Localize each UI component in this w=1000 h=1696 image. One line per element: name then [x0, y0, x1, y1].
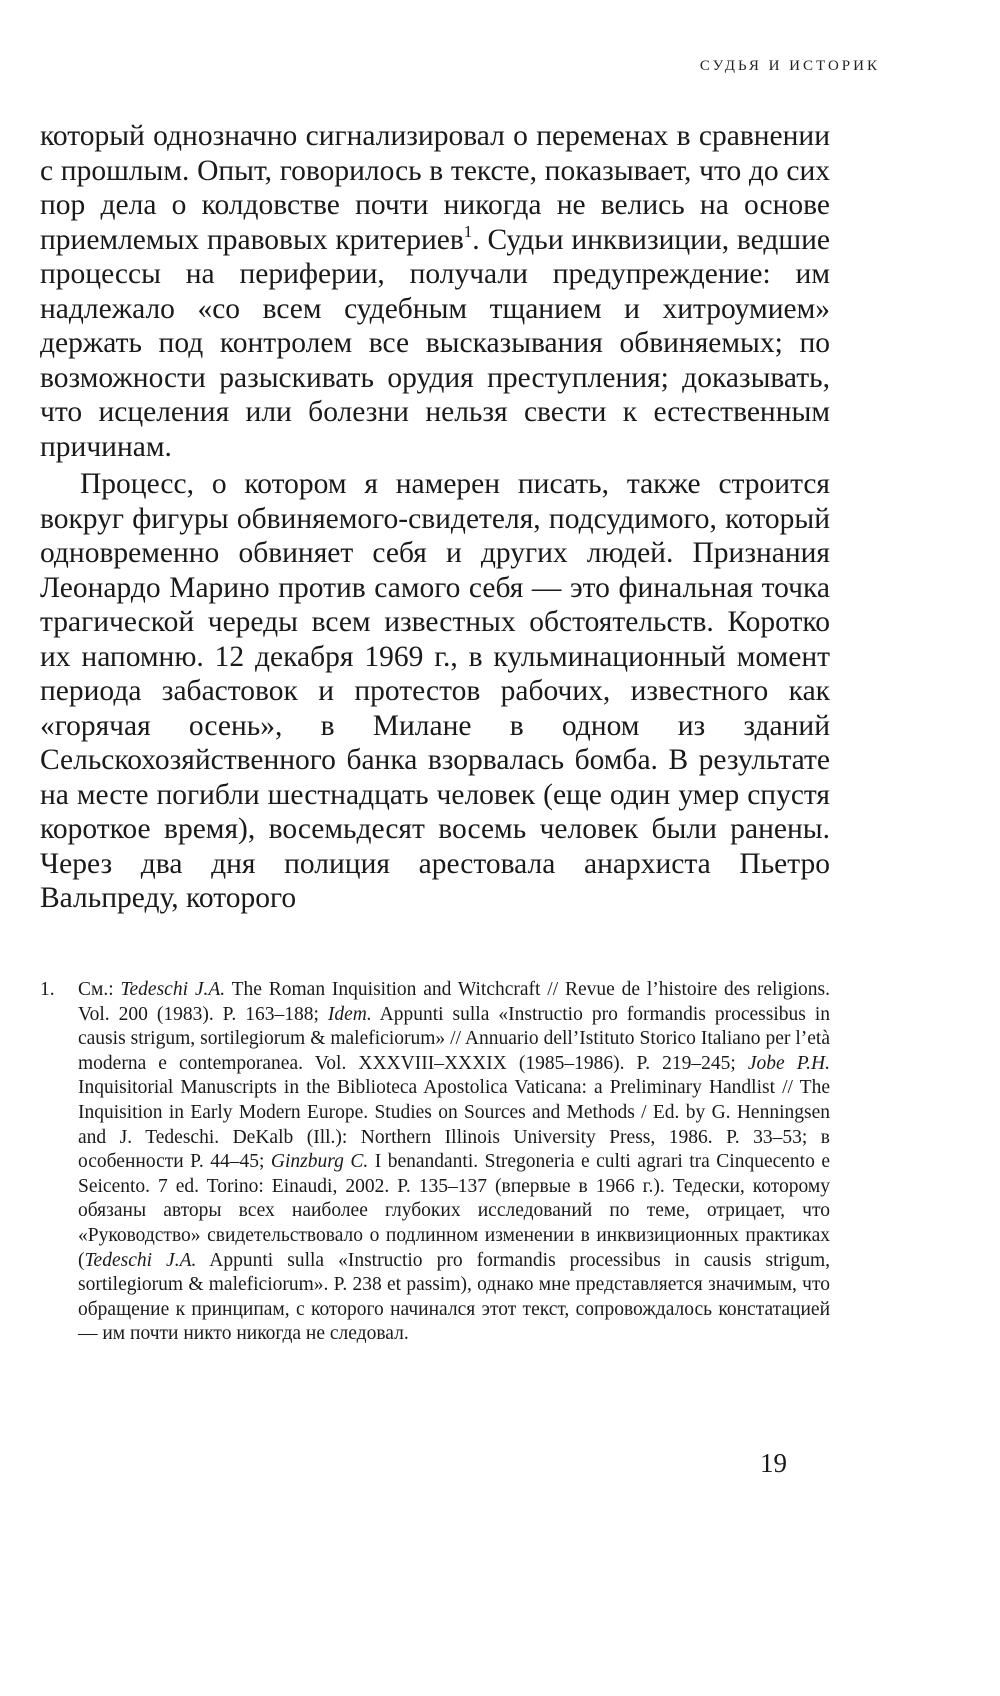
footnote-author: Tedeschi J.A.: [120, 979, 226, 1000]
page-number: 19: [760, 1448, 787, 1478]
paragraph-2: Процесс, о котором я намерен писать, также строится вокруг фигуры обвиняемого-свидетеля, подсудимого, который одновременно обвиняет себя и других людей. Признания Леонардо Марино против самого себя — это финальная точка трагической череды всем известных обстоятельств. Коротко их напомню. 12 декабря 1969 г., в кульминационный момент периода забастовок и протестов рабочих, известного как «горячая осень», в Милане в одном из зданий Сельскохозяйственного банка взорвалась бомба. В результате на месте погибли шестнадцать человек (еще один умер спустя короткое время), восемьдесят восемь человек были ранены. Через два дня полиция арестовала анархиста Пьетро Вальпреду, которого: [40, 468, 830, 914]
paragraph-1-text: который однозначно сигнализировал о переменах в сравнении с прошлым. Опыт, говорилось в тексте, показывает, что до сих пор дела о колдовстве почти никогда не велись на основе приемлемых правовых критериев: [40, 120, 830, 256]
footnote-author: Idem.: [327, 1003, 372, 1025]
footnote-author: Jobe P.H.: [747, 1052, 830, 1074]
footnote-segment: The Roman Inquisition and Witchcraft // Revue de l’histoire des religions. Vol. 200 (1983). P. 163–188;: [78, 979, 830, 1025]
paragraph-1: [40, 119, 830, 464]
footnote-segment: Appunti sulla «Instructio pro formandis processibus in causis strigum, sortilegiorum & maleficiorum» // Annuario dell’Istituto Storico Italiano per l’età moderna e contemporanea. Vol. XXXVIII–XXXIX (1985–1986). P. 219–245;: [78, 1003, 830, 1074]
footnote-segment: I benandanti. Stregoneria e culti agrari tra Cinquecento e Seicento. 7 ed. Torino: Einaudi, 2002. P. 135–137 (впервые в 1966 г.). Тедески, которому обязаны авторы всех наиболее глубоких исследований по теме, отрицает, что «Руководство» свидетельствовало о подлинном изменении в инквизиционных практиках (: [78, 1151, 831, 1271]
footnote-text: [78, 978, 830, 1347]
footnote-segment: Appunti sulla «Instructio pro formandis processibus in causis strigum, sortilegiorum & maleficiorum». P. 238 et passim), однако мне представляется значимым, что обращение к принципам, с которого начинался этот текст, сопровождалось констатацией — им почти никто никогда не следовал.: [78, 1249, 830, 1345]
footnote-segment: Inquisitorial Manuscripts in the Biblioteca Apostolica Vaticana: a Preliminary Handlist // The Inquisition in Early Modern Europe. Studies on Sources and Methods / Ed. by G. Henningsen and J. Tedeschi. DeKalb (Ill.): Northern Illinois University Press, 1986. P. 33–53; в особенности P. 44–45;: [78, 1077, 830, 1173]
main-text: [40, 119, 830, 916]
footnote: [40, 978, 830, 1347]
running-head: СУДЬЯ И ИСТОРИК: [699, 58, 880, 74]
footnote-reference: 1: [463, 221, 473, 241]
paragraph-1-text-continued: . Судьи инквизиции, ведшие процессы на периферии, получали предупреждение: им надлежало «со всем судебным тщанием и хитроумием» держать под контролем все высказывания обвиняемых; по возможности разыскивать орудия преступления; доказывать, что исцеления или болезни нельзя свести к естественным причинам.: [40, 223, 830, 463]
footnote-number: 1.: [40, 979, 55, 1000]
footnote-author: Tedeschi J.A.: [84, 1249, 197, 1271]
footnote-author: Ginzburg C.: [270, 1151, 369, 1173]
footnote-segment: См.:: [78, 979, 121, 1000]
